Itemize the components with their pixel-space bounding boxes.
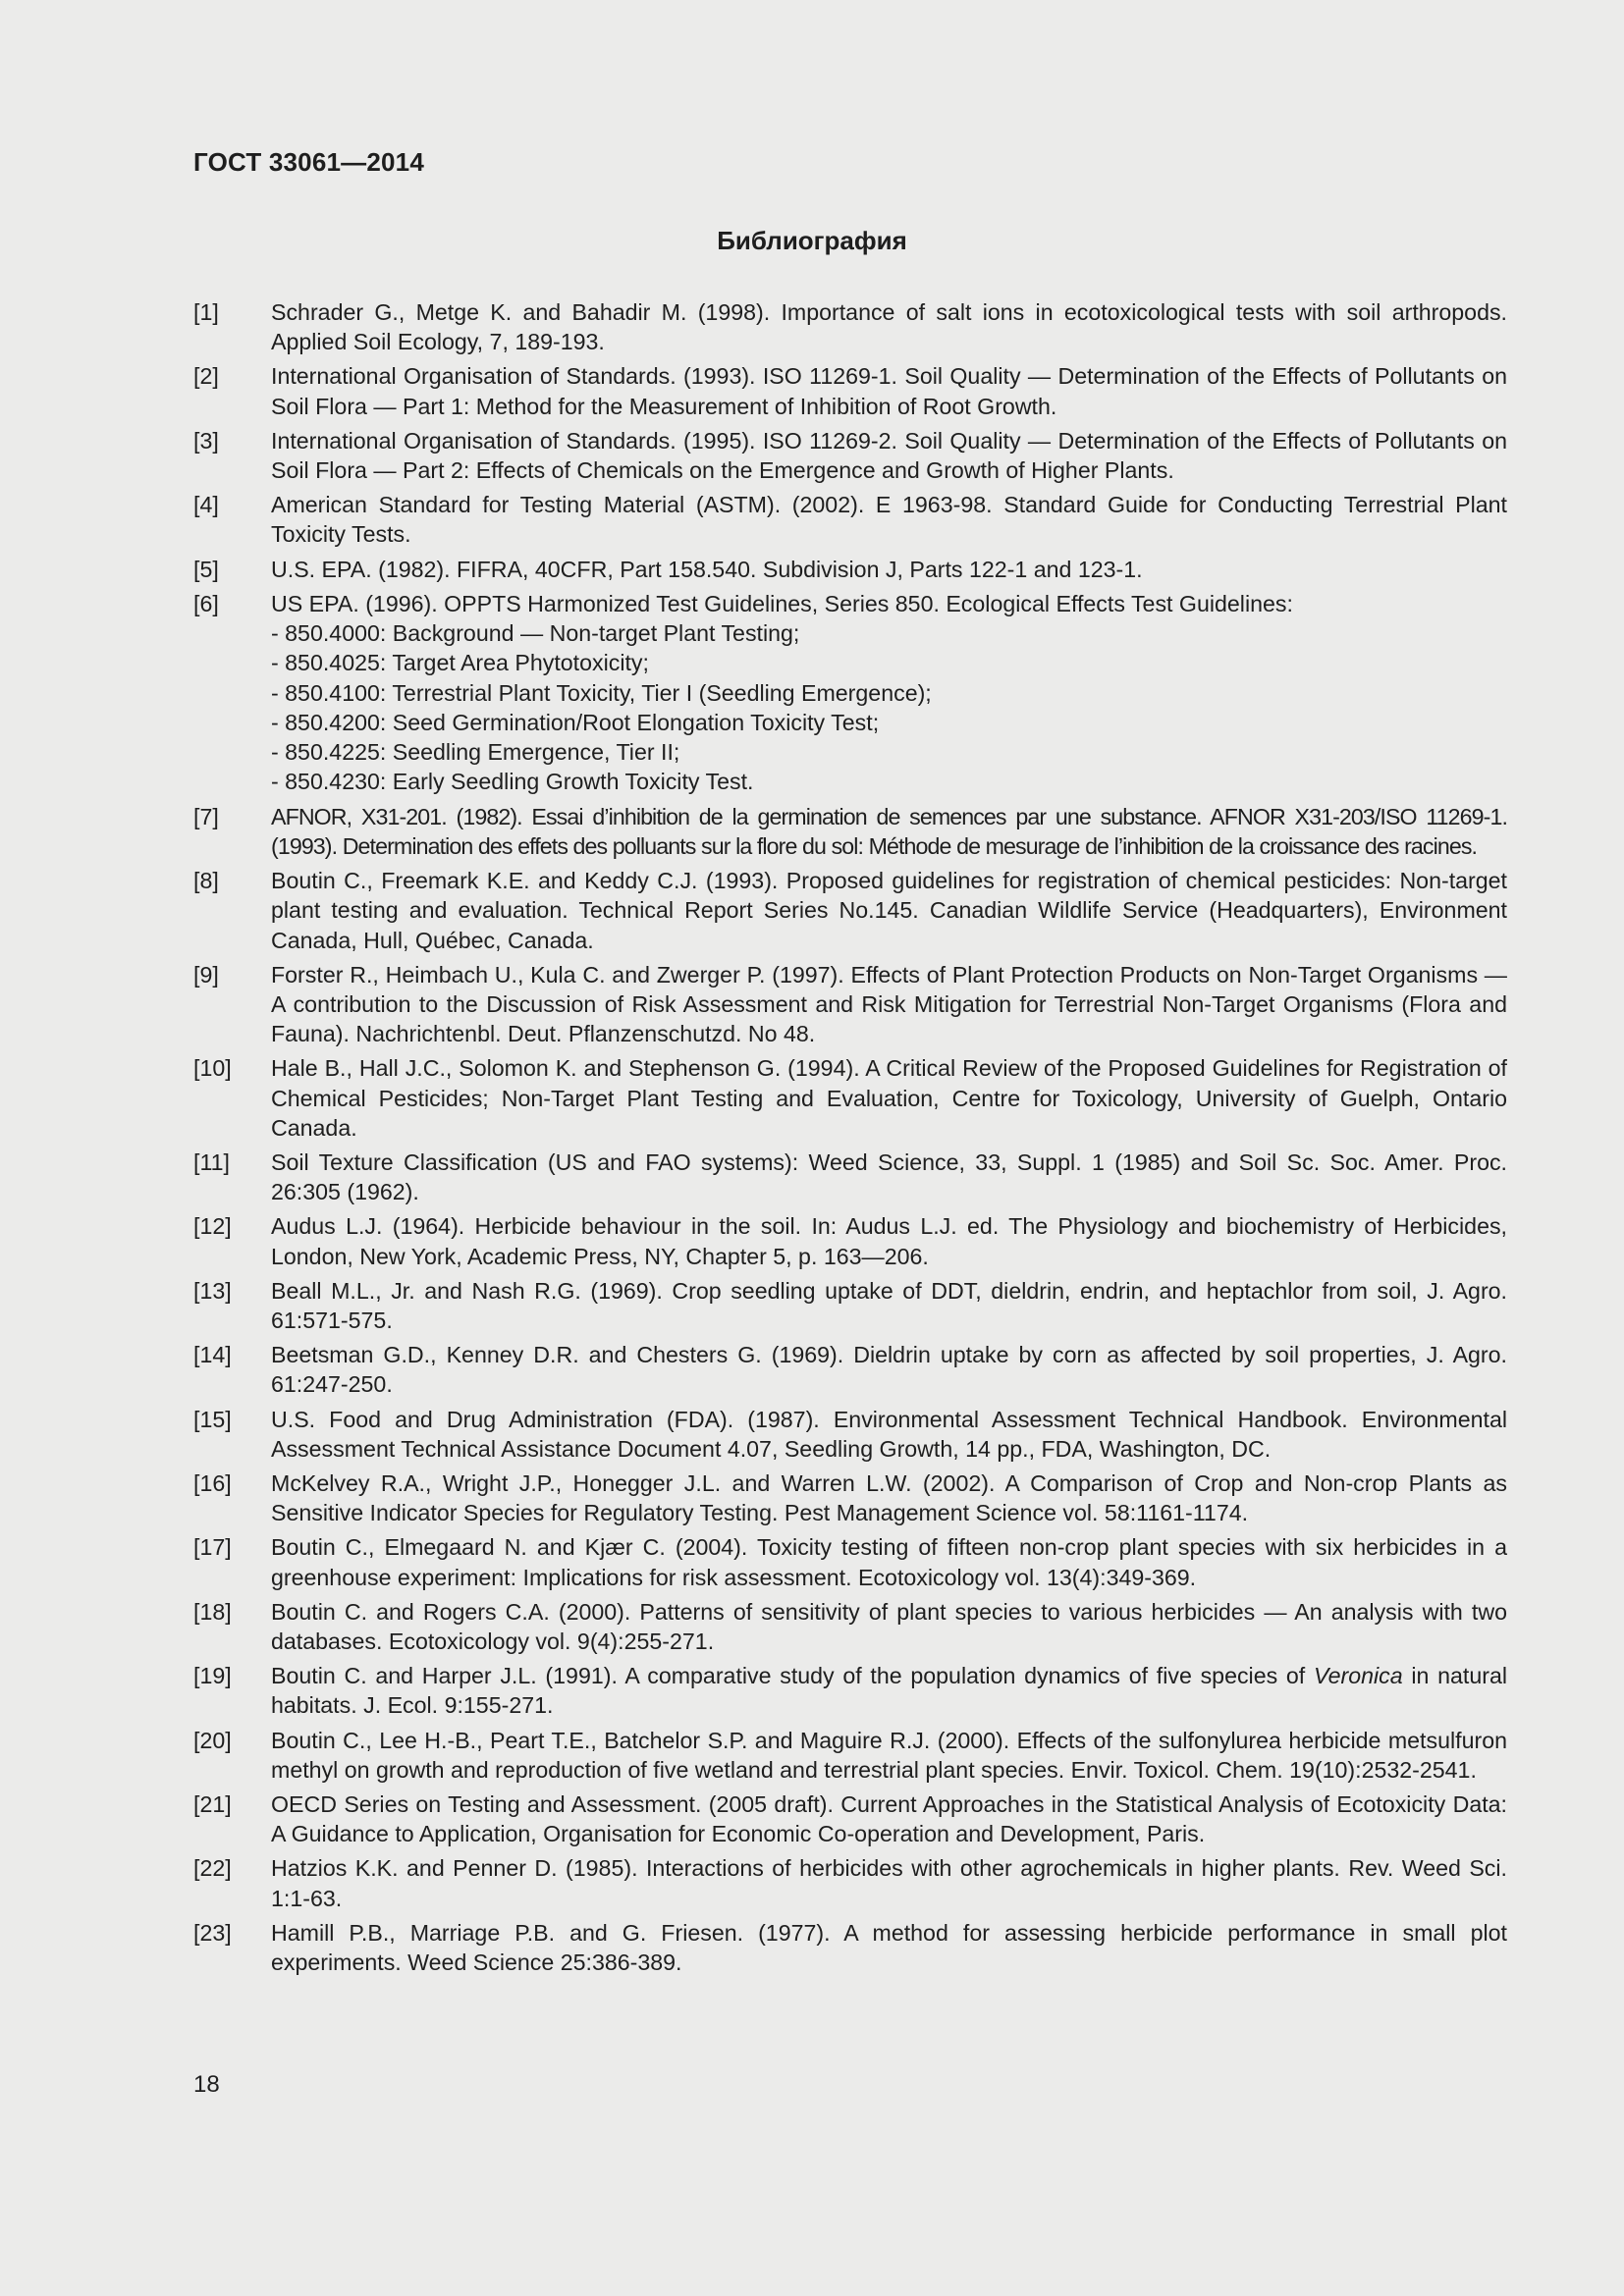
list-item <box>193 1211 1507 1271</box>
ref-number: [23] <box>193 1919 232 1946</box>
ref-text: Schrader G., Metge K. and Bahadir M. (1998). Importance of salt ions in ecotoxicological tests with soil arthropods. Applied Soil Ecology, 7, 189-193. <box>271 299 1507 355</box>
list-item <box>193 1276 1507 1336</box>
ref-text <box>271 1661 1507 1721</box>
ref-number: [18] <box>193 1598 232 1625</box>
ref-text-part: in natural habitats. J. Ecol. 9:155-271. <box>271 1663 1507 1719</box>
ref-number: [20] <box>193 1727 232 1753</box>
list-item <box>193 426 1507 486</box>
ref-number: [13] <box>193 1277 232 1304</box>
ref-text: Audus L.J. (1964). Herbicide behaviour in the soil. In: Audus L.J. ed. The Physiology and biochemistry of Herbicides, London, New York, Academic Press, NY, Chapter 5, p. 163—206. <box>271 1213 1507 1269</box>
bibliography-list <box>193 297 1507 1982</box>
ref-number: [7] <box>193 803 219 829</box>
ref-text: Boutin C., Lee H.-B., Peart T.E., Batchelor S.P. and Maguire R.J. (2000). Effects of the sulfonylurea herbicide metsulfuron methyl on growth and reproduction of five wetland and terrestrial plant species. Envir. Toxicol. Chem. 19(10):2532-2541. <box>271 1727 1507 1783</box>
ref-text: U.S. EPA. (1982). FIFRA, 40CFR, Part 158.540. Subdivision J, Parts 122-1 and 123-1. <box>271 556 1143 582</box>
list-item <box>193 1053 1507 1143</box>
ref-text: U.S. Food and Drug Administration (FDA). (1987). Environmental Assessment Technical Handbook. Environmental Assessment Technical Assistance Document 4.07, Seedling Growth, 14 pp., FDA, Washington, DC. <box>271 1406 1507 1462</box>
ref-number: [19] <box>193 1663 232 1689</box>
ref-text-block <box>271 589 1507 797</box>
list-item <box>193 1918 1507 1978</box>
list-item <box>193 1597 1507 1657</box>
ref-text: AFNOR, X31-201. (1982). Essai d’inhibition de la germination de semences par une substance. AFNOR X31-203/ISO 11269-1. (1993). Determination des effets des polluants sur la flore du sol: Méthode de mesurage de l’inhibition de la croissance des racines. <box>271 803 1507 859</box>
list-item <box>193 555 1507 584</box>
ref-number: [1] <box>193 299 219 325</box>
list-item <box>193 1405 1507 1465</box>
ref-subitem: - 850.4100: Terrestrial Plant Toxicity, Tier I (Seedling Emergence); <box>271 679 932 706</box>
ref-subitem: - 850.4000: Background — Non-target Plant Testing; <box>271 619 800 646</box>
ref-number: [17] <box>193 1534 232 1561</box>
ref-number: [4] <box>193 492 219 518</box>
list-item <box>193 490 1507 550</box>
list-item <box>193 960 1507 1049</box>
list-item <box>193 1532 1507 1592</box>
list-item <box>193 1340 1507 1400</box>
ref-number: [6] <box>193 590 219 616</box>
ref-number: [16] <box>193 1469 232 1496</box>
list-item <box>193 866 1507 955</box>
list-item <box>193 589 1507 797</box>
ref-subitem: - 850.4230: Early Seedling Growth Toxicity Test. <box>271 769 754 795</box>
ref-text: US EPA. (1996). OPPTS Harmonized Test Guidelines, Series 850. Ecological Effects Test Guidelines: <box>271 590 1293 616</box>
list-item <box>193 802 1507 862</box>
ref-number: [10] <box>193 1055 232 1082</box>
ref-text: Soil Texture Classification (US and FAO systems): Weed Science, 33, Suppl. 1 (1985) and Soil Sc. Soc. Amer. Proc. 26:305 (1962). <box>271 1148 1507 1205</box>
ref-number: [3] <box>193 427 219 454</box>
list-item <box>193 297 1507 357</box>
ref-text: Beetsman G.D., Kenney D.R. and Chesters G. (1969). Dieldrin uptake by corn as affected by soil properties, J. Agro. 61:247-250. <box>271 1342 1507 1398</box>
list-item <box>193 1789 1507 1849</box>
list-item <box>193 1468 1507 1528</box>
page-title: Библиография <box>717 226 907 255</box>
ref-text: OECD Series on Testing and Assessment. (2005 draft). Current Approaches in the Statistical Analysis of Ecotoxicity Data: A Guidance to Application, Organisation for Economic Co-operation and Development, Paris. <box>271 1790 1507 1847</box>
list-item <box>193 1853 1507 1913</box>
ref-text: Forster R., Heimbach U., Kula C. and Zwerger P. (1997). Effects of Plant Protection Products on Non-Target Organisms — A contribution to the Discussion of Risk Assessment and Risk Mitigation for Terrestrial Non-Target Organisms (Flora and Fauna). Nachrichtenbl. Deut. Pflanzenschutzd. No 48. <box>271 961 1507 1047</box>
ref-number: [15] <box>193 1406 232 1432</box>
ref-number: [22] <box>193 1855 232 1882</box>
ref-text: Hamill P.B., Marriage P.B. and G. Friesen. (1977). A method for assessing herbicide performance in small plot experiments. Weed Science 25:386-389. <box>271 1919 1507 1975</box>
ref-number: [9] <box>193 961 219 988</box>
list-item <box>193 1726 1507 1786</box>
ref-number: [8] <box>193 867 219 893</box>
ref-number: [11] <box>193 1148 230 1175</box>
ref-subitem: - 850.4025: Target Area Phytotoxicity; <box>271 650 649 676</box>
ref-text: McKelvey R.A., Wright J.P., Honegger J.L. and Warren L.W. (2002). A Comparison of Crop and Non-crop Plants as Sensitive Indicator Species for Regulatory Testing. Pest Management Science vol. 58:1161-1174. <box>271 1469 1507 1526</box>
ref-text: Hale B., Hall J.C., Solomon K. and Stephenson G. (1994). A Critical Review of the Proposed Guidelines for Registration of Chemical Pesticides; Non-Target Plant Testing and Evaluation, Centre for Toxicology, University of Guelph, Ontario Canada. <box>271 1055 1507 1141</box>
ref-text: Beall M.L., Jr. and Nash R.G. (1969). Crop seedling uptake of DDT, dieldrin, endrin, and heptachlor from soil, J. Agro. 61:571-575. <box>271 1277 1507 1334</box>
ref-subitem: - 850.4200: Seed Germination/Root Elongation Toxicity Test; <box>271 709 880 735</box>
ref-text-part: Boutin C. and Harper J.L. (1991). A comparative study of the population dynamics of five species of <box>271 1663 1314 1689</box>
ref-subitem: - 850.4225: Seedling Emergence, Tier II; <box>271 739 680 766</box>
list-item <box>193 1148 1507 1207</box>
list-item <box>193 1661 1507 1721</box>
page-number: 18 <box>193 2071 220 2098</box>
ref-number: [2] <box>193 363 219 390</box>
ref-text: American Standard for Testing Material (ASTM). (2002). E 1963-98. Standard Guide for Conducting Terrestrial Plant Toxicity Tests. <box>271 492 1507 548</box>
ref-text: International Organisation of Standards. (1993). ISO 11269-1. Soil Quality — Determination of the Effects of Pollutants on Soil Flora — Part 1: Method for the Measurement of Inhibition of Root Growth. <box>271 363 1507 419</box>
ref-number: [5] <box>193 556 219 582</box>
ref-species-name: Veronica <box>1313 1663 1403 1689</box>
ref-text: Boutin C., Freemark K.E. and Keddy C.J. (1993). Proposed guidelines for registration of chemical pesticides: Non-target plant testing and evaluation. Technical Report Series No.145. Canadian Wildlife Service (Headquarters), Environment Canada, Hull, Québec, Canada. <box>271 867 1507 953</box>
ref-number: [14] <box>193 1342 232 1368</box>
ref-text: Boutin C. and Rogers C.A. (2000). Patterns of sensitivity of plant species to various herbicides — An analysis with two databases. Ecotoxicology vol. 9(4):255-271. <box>271 1598 1507 1655</box>
document-header: ГОСТ 33061—2014 <box>193 147 424 177</box>
ref-number: [21] <box>193 1790 232 1817</box>
ref-text: Boutin C., Elmegaard N. and Kjær C. (2004). Toxicity testing of fifteen non-crop plant species with six herbicides in a greenhouse experiment: Implications for risk assessment. Ecotoxicology vol. 13(4):349-369. <box>271 1534 1507 1590</box>
ref-text: Hatzios K.K. and Penner D. (1985). Interactions of herbicides with other agrochemicals in higher plants. Rev. Weed Sci. 1:1-63. <box>271 1855 1507 1911</box>
ref-number: [12] <box>193 1213 232 1240</box>
list-item <box>193 361 1507 421</box>
ref-text: International Organisation of Standards. (1995). ISO 11269-2. Soil Quality — Determination of the Effects of Pollutants on Soil Flora — Part 2: Effects of Chemicals on the Emergence and Growth of Higher Plants. <box>271 427 1507 484</box>
